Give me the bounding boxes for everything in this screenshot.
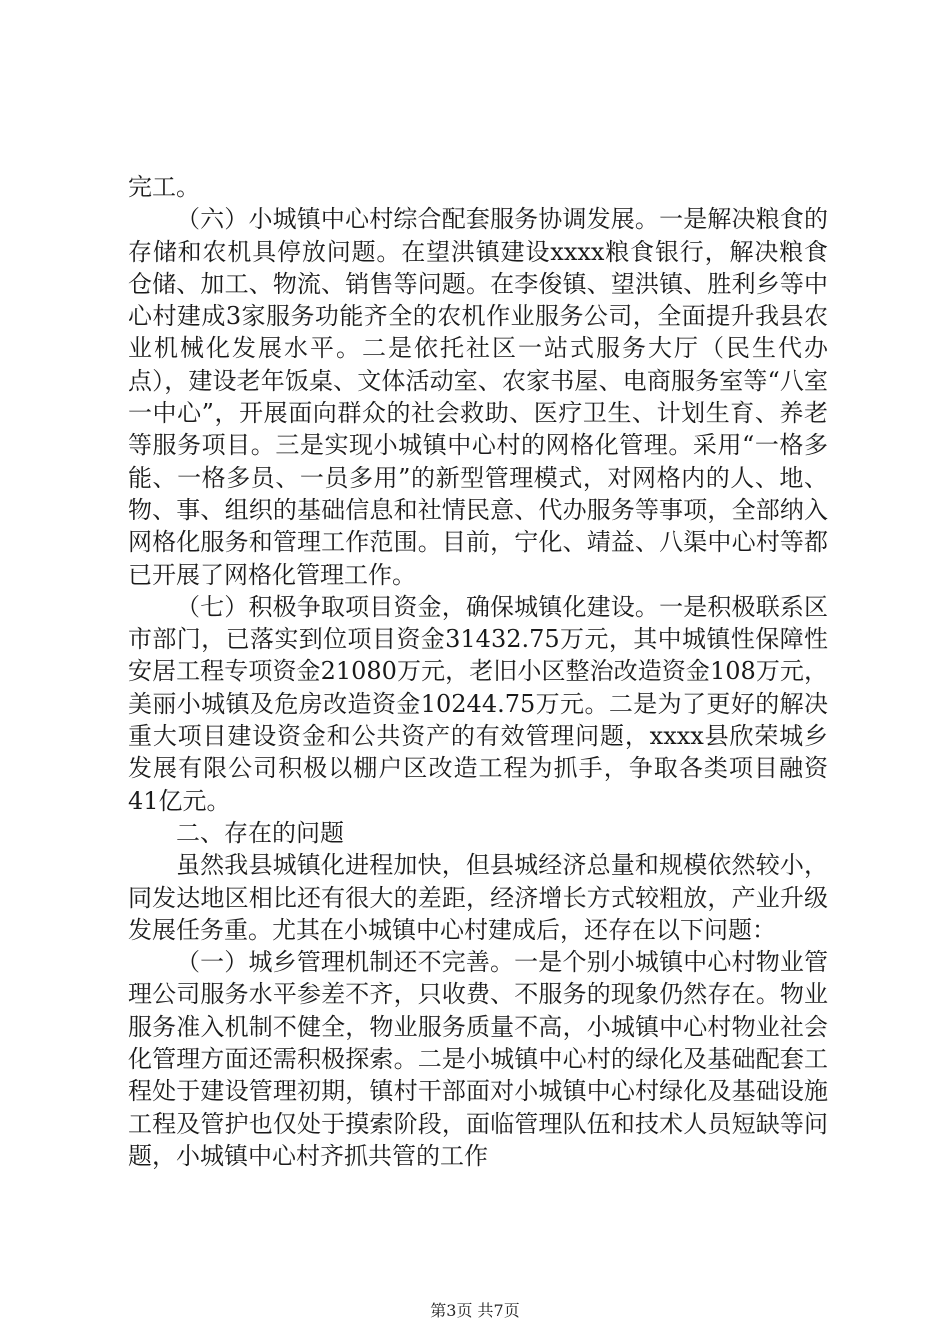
paragraph-problem-1: （一）城乡管理机制还不完善。一是个别小城镇中心村物业管理公司服务水平参差不齐，只收费、不服务的现象仍然存在。物业服务准入机制不健全，物业服务质量不高，小城镇中心村物业社会化管理方面还需积极探索。二是小城镇中心村的绿化及基础配套工程处于建设管理初期，镇村干部面对小城镇中心村绿化及基础设施工程及管护也仅处于摸索阶段，面临管理队伍和技术人员短缺等问题，小城镇中心村齐抓共管的工作 <box>128 948 828 1170</box>
paragraph-continuation: 完工。 <box>128 173 200 201</box>
paragraph-problems-intro: 虽然我县城镇化进程加快，但县城经济总量和规模依然较小，同发达地区相比还有很大的差距，经济增长方式较粗放，产业升级发展任务重。尤其在小城镇中心村建成后，还存在以下问题： <box>128 851 828 944</box>
paragraph-section-7: （七）积极争取项目资金，确保城镇化建设。一是积极联系区市部门，已落实到位项目资金31432.75万元，其中城镇性保障性安居工程专项资金21080万元，老旧小区整治改造资金108万元，美丽小城镇及危房改造资金10244.75万元。二是为了更好的解决重大项目建设资金和公共资产的有效管理问题，xxxx县欣荣城乡发展有限公司积极以棚户区改造工程为抓手，争取各类项目融资41亿元。 <box>128 592 828 815</box>
page-number-footer: 第3页 共7页 <box>430 1301 520 1320</box>
section-heading-problems: 二、存在的问题 <box>176 818 344 847</box>
document-body <box>128 171 828 1172</box>
paragraph-section-6: （六）小城镇中心村综合配套服务协调发展。一是解决粮食的存储和农机具停放问题。在望洪镇建设xxxx粮食银行，解决粮食仓储、加工、物流、销售等问题。在李俊镇、望洪镇、胜利乡等中心村建成3家服务功能齐全的农机作业服务公司，全面提升我县农业机械化发展水平。二是依托社区一站式服务大厅（民生代办点），建设老年饭桌、文体活动室、农家书屋、电商服务室等“八室一中心”，开展面向群众的社会救助、医疗卫生、计划生育、养老等服务项目。三是实现小城镇中心村的网格化管理。采用“一格多能、一格多员、一员多用”的新型管理模式，对网格内的人、地、物、事、组织的基础信息和社情民意、代办服务等事项，全部纳入网格化服务和管理工作范围。目前，宁化、靖益、八渠中心村等都已开展了网格化管理工作。 <box>128 205 828 589</box>
